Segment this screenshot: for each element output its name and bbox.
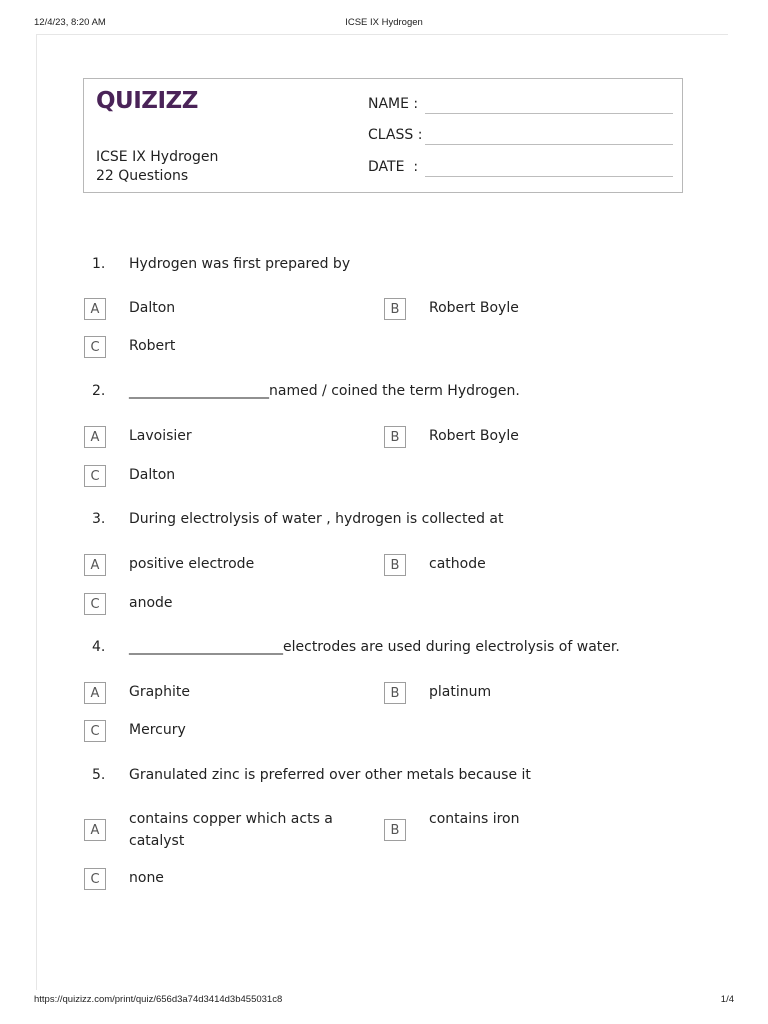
name-line	[425, 113, 673, 114]
page-number: 1/4	[720, 994, 734, 1005]
question-text: ____________________named / coined the term Hydrogen.	[129, 383, 520, 399]
page-edge-left	[36, 34, 37, 990]
option-b-box: B	[384, 426, 406, 448]
option-b-text: cathode	[429, 556, 486, 572]
question-number: 5.	[92, 767, 106, 783]
option-c-text: none	[129, 870, 164, 886]
name-label: NAME :	[368, 96, 419, 112]
option-a-box: A	[84, 682, 106, 704]
option-a-text: Lavoisier	[129, 428, 192, 444]
print-url[interactable]: https://quizizz.com/print/quiz/656d3a74d3414d3b455031c8	[34, 994, 283, 1005]
option-b-text: contains iron	[429, 811, 520, 827]
date-label: DATE :	[368, 159, 419, 175]
option-c-box: C	[84, 465, 106, 487]
option-c-box: C	[84, 868, 106, 890]
option-b-box: B	[384, 298, 406, 320]
question-text: ______________________electrodes are used during electrolysis of water.	[129, 639, 620, 655]
option-a-text: contains copper which acts a catalyst	[129, 811, 333, 849]
quiz-title: ICSE IX Hydrogen	[96, 149, 219, 165]
option-a-text: Dalton	[129, 300, 176, 316]
date-field	[368, 157, 673, 181]
page-edge-top	[36, 34, 728, 35]
option-b-text: Robert Boyle	[429, 428, 519, 444]
option-c-text: anode	[129, 595, 173, 611]
class-line	[425, 144, 673, 145]
date-line	[425, 176, 673, 177]
option-b-box: B	[384, 819, 406, 841]
question-count: 22 Questions	[96, 168, 189, 184]
option-a-box: A	[84, 426, 106, 448]
print-title: ICSE IX Hydrogen	[345, 17, 423, 28]
quizizz-logo: QUIZIZZ	[96, 88, 198, 114]
worksheet-header	[83, 78, 683, 193]
option-b-box: B	[384, 554, 406, 576]
option-c-text: Mercury	[129, 722, 186, 738]
question-number: 2.	[92, 383, 106, 399]
question-text: Hydrogen was first prepared by	[129, 256, 351, 272]
print-footer	[34, 994, 734, 1008]
print-date: 12/4/23, 8:20 AM	[34, 17, 106, 28]
option-a-box: A	[84, 298, 106, 320]
class-label: CLASS :	[368, 127, 423, 143]
question-number: 3.	[92, 511, 106, 527]
option-c-box: C	[84, 336, 106, 358]
option-a-text: positive electrode	[129, 556, 255, 572]
question-text: Granulated zinc is preferred over other metals because it	[129, 767, 531, 783]
print-header	[34, 17, 734, 31]
option-c-text: Dalton	[129, 467, 176, 483]
option-a-box: A	[84, 819, 106, 841]
question-number: 4.	[92, 639, 106, 655]
question-number: 1.	[92, 256, 106, 272]
option-b-text: Robert Boyle	[429, 300, 519, 316]
option-c-text: Robert	[129, 338, 176, 354]
option-c-box: C	[84, 593, 106, 615]
option-a-text: Graphite	[129, 684, 190, 700]
name-field	[368, 94, 673, 118]
option-b-box: B	[384, 682, 406, 704]
option-b-text: platinum	[429, 684, 492, 700]
option-c-box: C	[84, 720, 106, 742]
question-text: During electrolysis of water , hydrogen is collected at	[129, 511, 504, 527]
class-field	[368, 125, 673, 149]
option-a-box: A	[84, 554, 106, 576]
